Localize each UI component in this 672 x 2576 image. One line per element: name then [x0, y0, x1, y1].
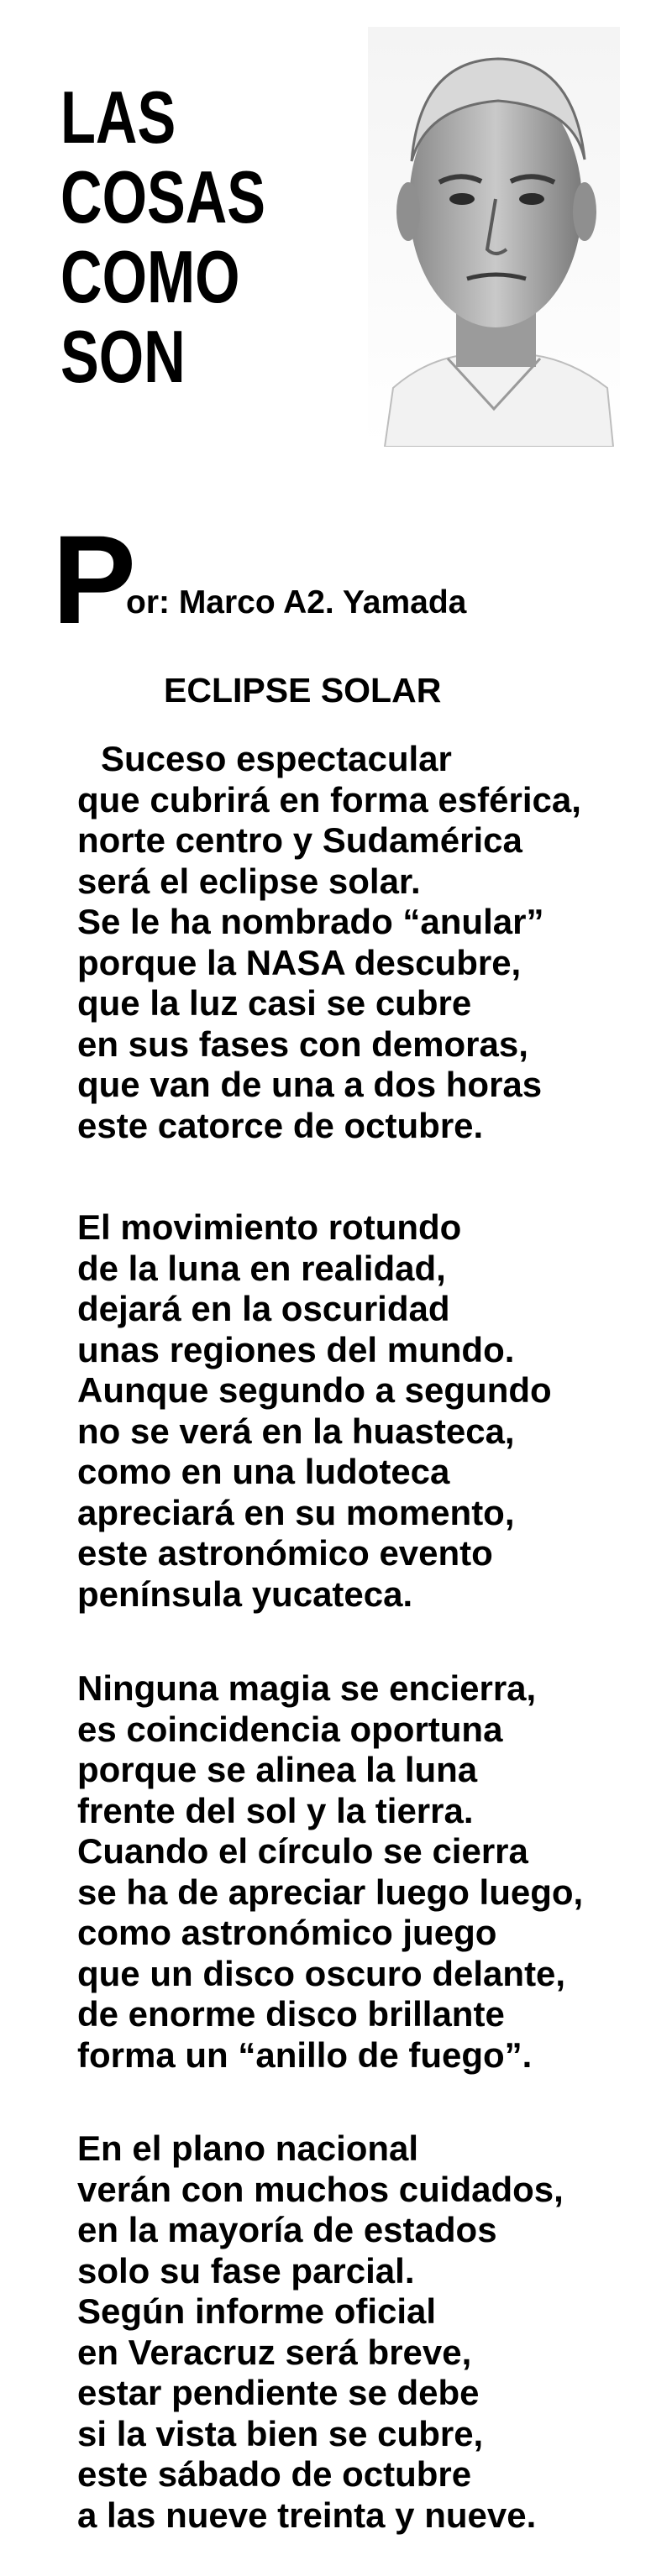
- verse-line: Suceso espectacular: [101, 739, 452, 778]
- stanza-1: [77, 739, 581, 1146]
- verse-line: que van de una a dos horas: [77, 1065, 543, 1104]
- verse-line: frente del sol y la tierra.: [77, 1790, 474, 1830]
- verse-line: que un disco oscuro delante,: [77, 1953, 566, 1993]
- verse-line: Se le ha nombrado “anular”: [77, 902, 544, 941]
- verse-line: Cuando el círculo se cierra: [77, 1831, 528, 1871]
- poem-title: ECLIPSE SOLAR: [164, 671, 442, 709]
- verse-line: forma un “anillo de fuego”.: [77, 2034, 533, 2075]
- verse-line: se ha de apreciar luego luego,: [77, 1872, 584, 1912]
- verse-line: que cubrirá en forma esférica,: [77, 779, 581, 819]
- verse-line: este catorce de octubre.: [77, 1105, 484, 1145]
- verse-line: en sus fases con demoras,: [77, 1024, 528, 1064]
- verse-line: será el eclipse solar.: [77, 861, 421, 901]
- verse-line: porque se alinea la luna: [77, 1750, 478, 1789]
- column-title: [60, 77, 283, 396]
- author-name: or: Marco A2. Yamada: [126, 584, 467, 620]
- verse-line: como astronómico juego: [77, 1913, 497, 1952]
- title-line: COMO: [60, 235, 240, 318]
- verse-line: apreciará en su momento,: [77, 1492, 515, 1532]
- verse-line: de la luna en realidad,: [77, 1248, 446, 1288]
- verse-line: Aunque segundo a segundo: [77, 1370, 552, 1410]
- title-line: SON: [60, 315, 186, 398]
- verse-line: que la luz casi se cubre: [77, 983, 472, 1023]
- verse-line: en Veracruz será breve,: [77, 2332, 472, 2372]
- title-line: LAS: [60, 76, 176, 159]
- verse-line: si la vista bien se cubre,: [77, 2413, 484, 2453]
- verse-line: en la mayoría de estados: [77, 2210, 497, 2249]
- stanza-2: [77, 1207, 552, 1615]
- verse-line: estar pendiente se debe: [77, 2373, 480, 2412]
- dropcap: P: [52, 509, 137, 650]
- verse-line: península yucateca.: [77, 1573, 413, 1614]
- verse-line: porque la NASA descubre,: [77, 942, 522, 982]
- verse-line: El movimiento rotundo: [77, 1207, 462, 1247]
- verse-line: Según informe oficial: [77, 2291, 437, 2331]
- verse-line: dejará en la oscuridad: [77, 1289, 450, 1328]
- verse-line: de enorme disco brillante: [77, 1994, 505, 2034]
- verse-line: Ninguna magia se encierra,: [77, 1668, 537, 1708]
- verse-line: verán con muchos cuidados,: [77, 2169, 564, 2209]
- author-portrait: [368, 27, 620, 447]
- stanza-4: [77, 2128, 564, 2536]
- verse-line: norte centro y Sudamérica: [77, 820, 522, 860]
- verse-line: a las nueve treinta y nueve.: [77, 2495, 537, 2535]
- stanza-3: [77, 1668, 583, 2076]
- verse-line: unas regiones del mundo.: [77, 1329, 515, 1369]
- verse-line: es coincidencia oportuna: [77, 1709, 503, 1749]
- verse-line: como en una ludoteca: [77, 1452, 450, 1491]
- verse-line: este sábado de octubre: [77, 2454, 472, 2494]
- title-line: COSAS: [60, 155, 266, 238]
- verse-line: En el plano nacional: [77, 2128, 419, 2168]
- verse-line: solo su fase parcial.: [77, 2250, 415, 2291]
- verse-line: no se verá en la huasteca,: [77, 1411, 515, 1451]
- verse-line: este astronómico evento: [77, 1533, 493, 1573]
